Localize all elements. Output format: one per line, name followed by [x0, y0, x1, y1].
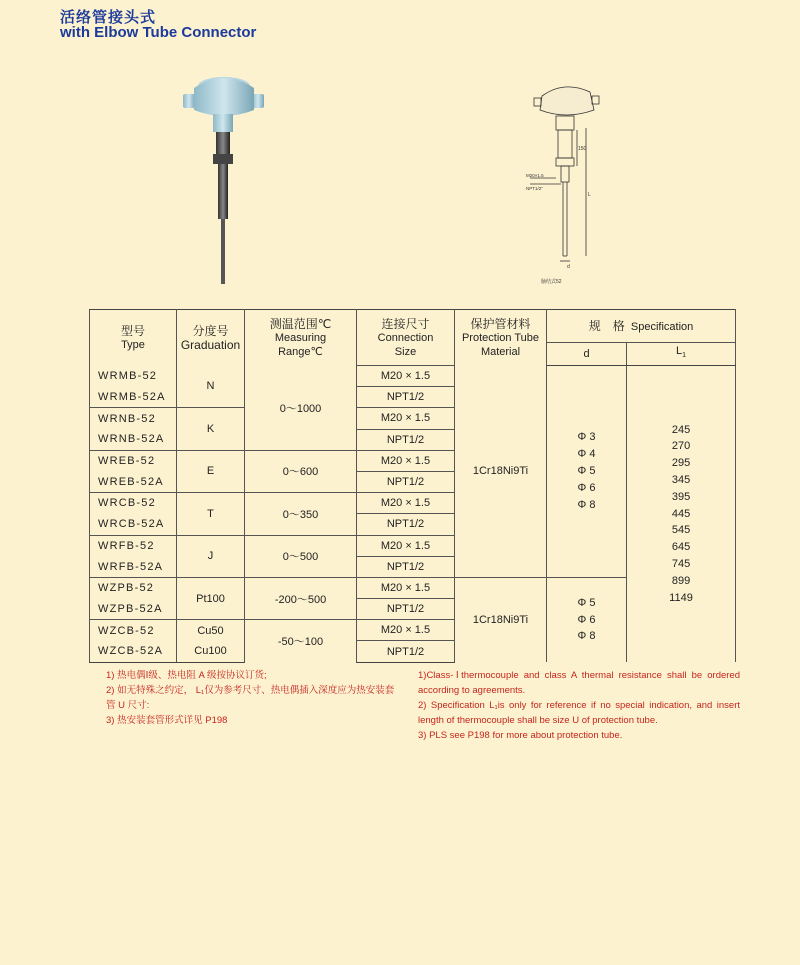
type-cell: WREB-52 — [90, 450, 177, 471]
material-cell: 1Cr18Ni9Ti — [455, 366, 547, 578]
graduation-cell: Cu50 — [177, 620, 245, 641]
header-protection: 保护管材料 Protection Tube Material — [455, 310, 547, 366]
connection-cell: NPT1/2 — [357, 641, 455, 662]
notes-en — [418, 668, 740, 743]
type-cell: WRFB-52 — [90, 535, 177, 556]
graduation-cell: T — [177, 493, 245, 535]
type-cell: WRMB-52A — [90, 387, 177, 408]
page-title-cn: 活络管接头式 — [60, 9, 157, 26]
range-cell: 0～600 — [245, 450, 357, 492]
type-cell: WRNB-52 — [90, 408, 177, 429]
connector-nut — [213, 154, 233, 164]
header-graduation: 分度号 Graduation — [177, 310, 245, 366]
technical-drawing — [520, 78, 620, 288]
header-range: 测温范围℃ Measuring Range℃ — [245, 310, 357, 366]
head-neck — [213, 114, 233, 132]
type-cell: WRFB-52A — [90, 556, 177, 577]
connection-cell: NPT1/2 — [357, 556, 455, 577]
spec-table — [89, 309, 736, 663]
connection-cell: M20 × 1.5 — [357, 366, 455, 387]
graduation-cell: N — [177, 366, 245, 408]
d-values-group1: Φ 3 Φ 4 Φ 5 Φ 6 Φ 8 — [547, 366, 627, 578]
connection-cell: M20 × 1.5 — [357, 620, 455, 641]
protection-tube — [218, 164, 228, 219]
note-cn-3: 3) 热安装套管形式详见 P198 — [106, 715, 228, 726]
range-cell: 0～1000 — [245, 366, 357, 451]
note-en-3: 3) PLS see P198 for more about protection tube. — [418, 730, 623, 741]
graduation-cell: E — [177, 450, 245, 492]
type-cell: WRMB-52 — [90, 366, 177, 387]
connection-cell: M20 × 1.5 — [357, 493, 455, 514]
material-cell: 1Cr18Ni9Ti — [455, 577, 547, 662]
connection-cell: NPT1/2 — [357, 514, 455, 535]
note-cn-1: 1) 热电偶Ⅰ级、热电阻 A 级按协议订货; — [106, 670, 267, 681]
type-cell: WREB-52A — [90, 471, 177, 492]
connection-cell: NPT1/2 — [357, 387, 455, 408]
range-cell: -50～100 — [245, 620, 357, 662]
header-type: 型号 Type — [90, 310, 177, 366]
type-cell: WZCB-52A — [90, 641, 177, 662]
connection-cell: M20 × 1.5 — [357, 535, 455, 556]
type-cell: WZPB-52A — [90, 599, 177, 620]
note-en-1: 1)Class-Ⅰthermocouple and class A thermal resistance shall be ordered according to agreements. — [418, 670, 740, 696]
connection-cell: NPT1/2 — [357, 471, 455, 492]
drawing-caption: 脑结式52 — [541, 279, 562, 285]
product-photo — [180, 72, 270, 292]
range-cell: 0～500 — [245, 535, 357, 577]
note-en-2: 2) Specification L₁is only for reference if no special indication, and insert length of thermocouple shall be size U of protection tube. — [418, 700, 740, 726]
terminal-head — [194, 78, 254, 116]
type-cell: WRCB-52 — [90, 493, 177, 514]
cable-gland-left — [183, 94, 195, 108]
connection-cell: M20 × 1.5 — [357, 450, 455, 471]
header-specification: 规 格 Specification — [547, 310, 736, 343]
range-cell: 0～350 — [245, 493, 357, 535]
connection-cell: NPT1/2 — [357, 429, 455, 450]
notes-cn — [106, 668, 396, 728]
graduation-cell: J — [177, 535, 245, 577]
graduation-cell: Pt100 — [177, 577, 245, 619]
connection-cell: M20 × 1.5 — [357, 408, 455, 429]
connection-cell: NPT1/2 — [357, 599, 455, 620]
dim-m20: M20×1.5 — [526, 173, 544, 178]
note-cn-2: 2) 如无特殊之约定， L₁仅为参考尺寸、热电偶插入深度应为热安装套管 U 尺寸: — [106, 685, 395, 711]
d-values-group2: Φ 5 Φ 6 Φ 8 — [547, 577, 627, 662]
type-cell: WRNB-52A — [90, 429, 177, 450]
header-l: $L_1$ — [627, 343, 736, 366]
header-connection: 连接尺寸 Connection Size — [357, 310, 455, 366]
type-cell: WZCB-52 — [90, 620, 177, 641]
graduation-cell: K — [177, 408, 245, 450]
graduation-cell: Cu100 — [177, 641, 245, 662]
dim-150: 150 — [578, 146, 587, 152]
dim-d: d — [567, 264, 570, 270]
header-d: d — [547, 343, 627, 366]
probe-tip — [221, 219, 225, 284]
dim-l: L — [588, 192, 591, 198]
dim-npt: NPT1/2'' — [526, 186, 543, 191]
type-cell: WRCB-52A — [90, 514, 177, 535]
connection-cell: M20 × 1.5 — [357, 577, 455, 598]
l-values: 245 270 295 345 395 445 545 645 745 899 1149 — [627, 366, 736, 663]
page-title-en: with Elbow Tube Connector — [60, 24, 257, 41]
range-cell: -200～500 — [245, 577, 357, 619]
type-cell: WZPB-52 — [90, 577, 177, 598]
